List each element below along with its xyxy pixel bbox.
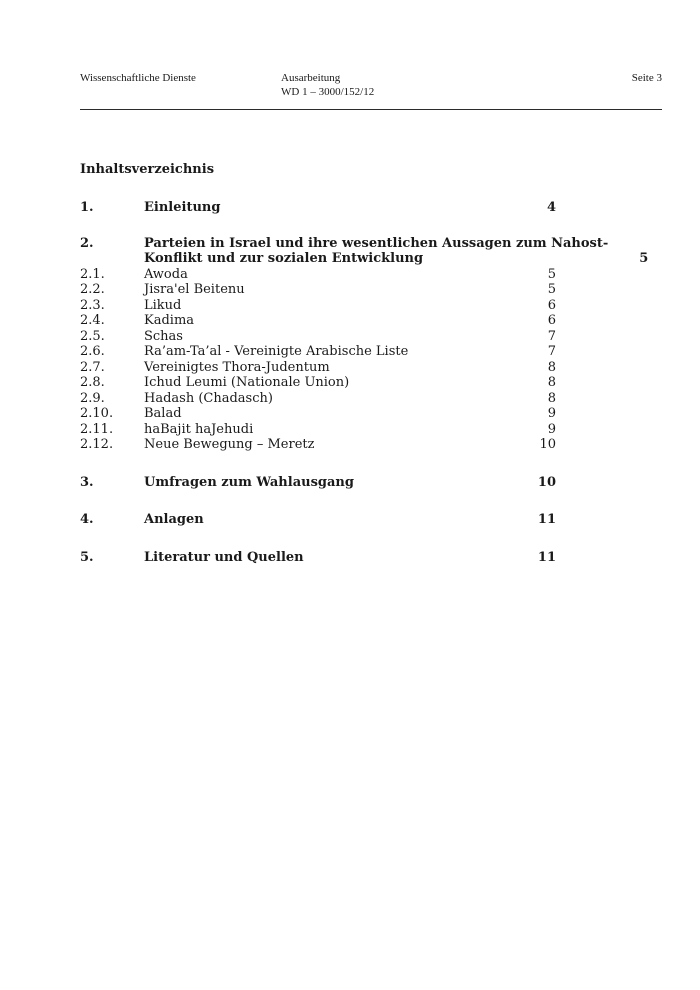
- toc-entry-title: Literatur und Quellen: [144, 549, 304, 565]
- toc-entry-title-line-1: Parteien in Israel und ihre wesentlichen Aussagen zum Nahost-: [144, 235, 609, 251]
- header-doc-number: WD 1 – 3000/152/12: [281, 86, 375, 98]
- toc-entry-number: 2.3.: [80, 297, 105, 313]
- toc-entry-number: 2.8.: [80, 375, 105, 390]
- toc-entry-title: Ichud Leumi (Nationale Union): [144, 375, 350, 390]
- toc-entry-page: 10: [537, 474, 556, 490]
- toc-entry-number: 2.10.: [80, 406, 114, 421]
- toc-entry-page: 9: [547, 421, 556, 437]
- header-doc-type: Ausarbeitung: [281, 72, 341, 84]
- toc-entry-2-10[interactable]: [80, 406, 556, 422]
- toc-entry-page: 8: [547, 359, 556, 375]
- toc-entry-number: 2.1.: [80, 266, 105, 282]
- toc-entry-number: 2.6.: [80, 344, 105, 359]
- toc-entry-page: 8: [547, 375, 556, 390]
- toc-entry-title: Hadash (Chadasch): [144, 390, 273, 406]
- toc-entry-title: Awoda: [144, 266, 188, 282]
- toc-entry-page: 7: [547, 328, 556, 344]
- toc-entry-2-8[interactable]: [80, 375, 556, 391]
- toc-entry-page: 5: [547, 282, 556, 297]
- toc-entry-page: 5: [639, 251, 649, 266]
- toc-entry-number: 3.: [80, 474, 94, 490]
- toc-entry-2-5[interactable]: [80, 329, 556, 345]
- toc-title: Inhaltsverzeichnis: [80, 162, 215, 177]
- toc-entry-number: 2.9.: [80, 390, 105, 406]
- toc-entry-page: 11: [537, 512, 556, 527]
- toc-entry-number: 2.12.: [80, 437, 114, 452]
- toc-entry-2-12[interactable]: [80, 437, 556, 453]
- toc-entry-title: Neue Bewegung – Meretz: [144, 437, 315, 452]
- toc-entry-page: 9: [547, 406, 556, 421]
- header-document-info: [281, 71, 374, 99]
- toc-entry-number: 2.5.: [80, 328, 105, 344]
- toc-entry-title: [144, 236, 608, 267]
- toc-entry-2-2[interactable]: [80, 282, 556, 298]
- header-organization: Wissenschaftliche Dienste: [80, 72, 196, 84]
- toc-entry-title: Jisra'el Beitenu: [144, 282, 245, 297]
- toc-entry-2-9[interactable]: [80, 391, 556, 407]
- toc-entry-number: 4.: [80, 512, 94, 527]
- toc-entry-3[interactable]: [80, 475, 556, 491]
- table-of-contents: [80, 200, 649, 565]
- toc-entry-title: Umfragen zum Wahlausgang: [144, 474, 354, 490]
- toc-entry-page: 6: [547, 313, 556, 328]
- toc-entry-title-line-2: Konflikt und zur sozialen Entwicklung: [144, 251, 424, 266]
- toc-entry-number: 2.2.: [80, 282, 105, 297]
- toc-entry-number: 2.: [80, 235, 94, 251]
- toc-entry-title: Ra’am-Ta’al - Vereinigte Arabische Liste: [144, 344, 409, 359]
- toc-entry-5[interactable]: [80, 550, 556, 566]
- toc-entry-number: 2.11.: [80, 421, 114, 437]
- toc-entry-2[interactable]: [80, 235, 649, 267]
- page-header: [80, 71, 662, 110]
- toc-entry-2-7[interactable]: [80, 360, 556, 376]
- toc-entry-title: Balad: [144, 406, 182, 421]
- toc-entry-title: Anlagen: [144, 512, 204, 527]
- toc-entry-title: Einleitung: [144, 200, 221, 215]
- toc-entry-2-4[interactable]: [80, 313, 556, 329]
- toc-entry-page: 10: [539, 437, 556, 452]
- toc-entry-page: 4: [546, 200, 556, 215]
- toc-entry-page: 8: [547, 390, 556, 406]
- toc-entry-title: Kadima: [144, 313, 195, 328]
- toc-entry-2-6[interactable]: [80, 344, 556, 360]
- toc-entry-number: 2.4.: [80, 313, 105, 328]
- toc-entry-2-11[interactable]: [80, 422, 556, 438]
- toc-entry-number: 1.: [80, 200, 94, 215]
- header-page-number: Seite 3: [631, 72, 662, 84]
- toc-entry-title: Likud: [144, 297, 182, 313]
- toc-entry-page: 5: [547, 266, 556, 282]
- toc-entry-page: 7: [547, 344, 556, 359]
- toc-entry-page: 6: [547, 297, 556, 313]
- toc-entry-page: 11: [537, 549, 556, 565]
- toc-entry-number: 5.: [80, 549, 94, 565]
- toc-entry-1[interactable]: [80, 200, 556, 216]
- toc-entry-2-1[interactable]: [80, 267, 556, 283]
- toc-entry-title: Schas: [144, 328, 183, 344]
- toc-entry-2-3[interactable]: [80, 298, 556, 314]
- toc-entry-number: 2.7.: [80, 359, 105, 375]
- toc-entry-title: Vereinigtes Thora-Judentum: [144, 359, 330, 375]
- toc-entry-title: haBajit haJehudi: [144, 421, 254, 437]
- toc-entry-4[interactable]: [80, 512, 556, 528]
